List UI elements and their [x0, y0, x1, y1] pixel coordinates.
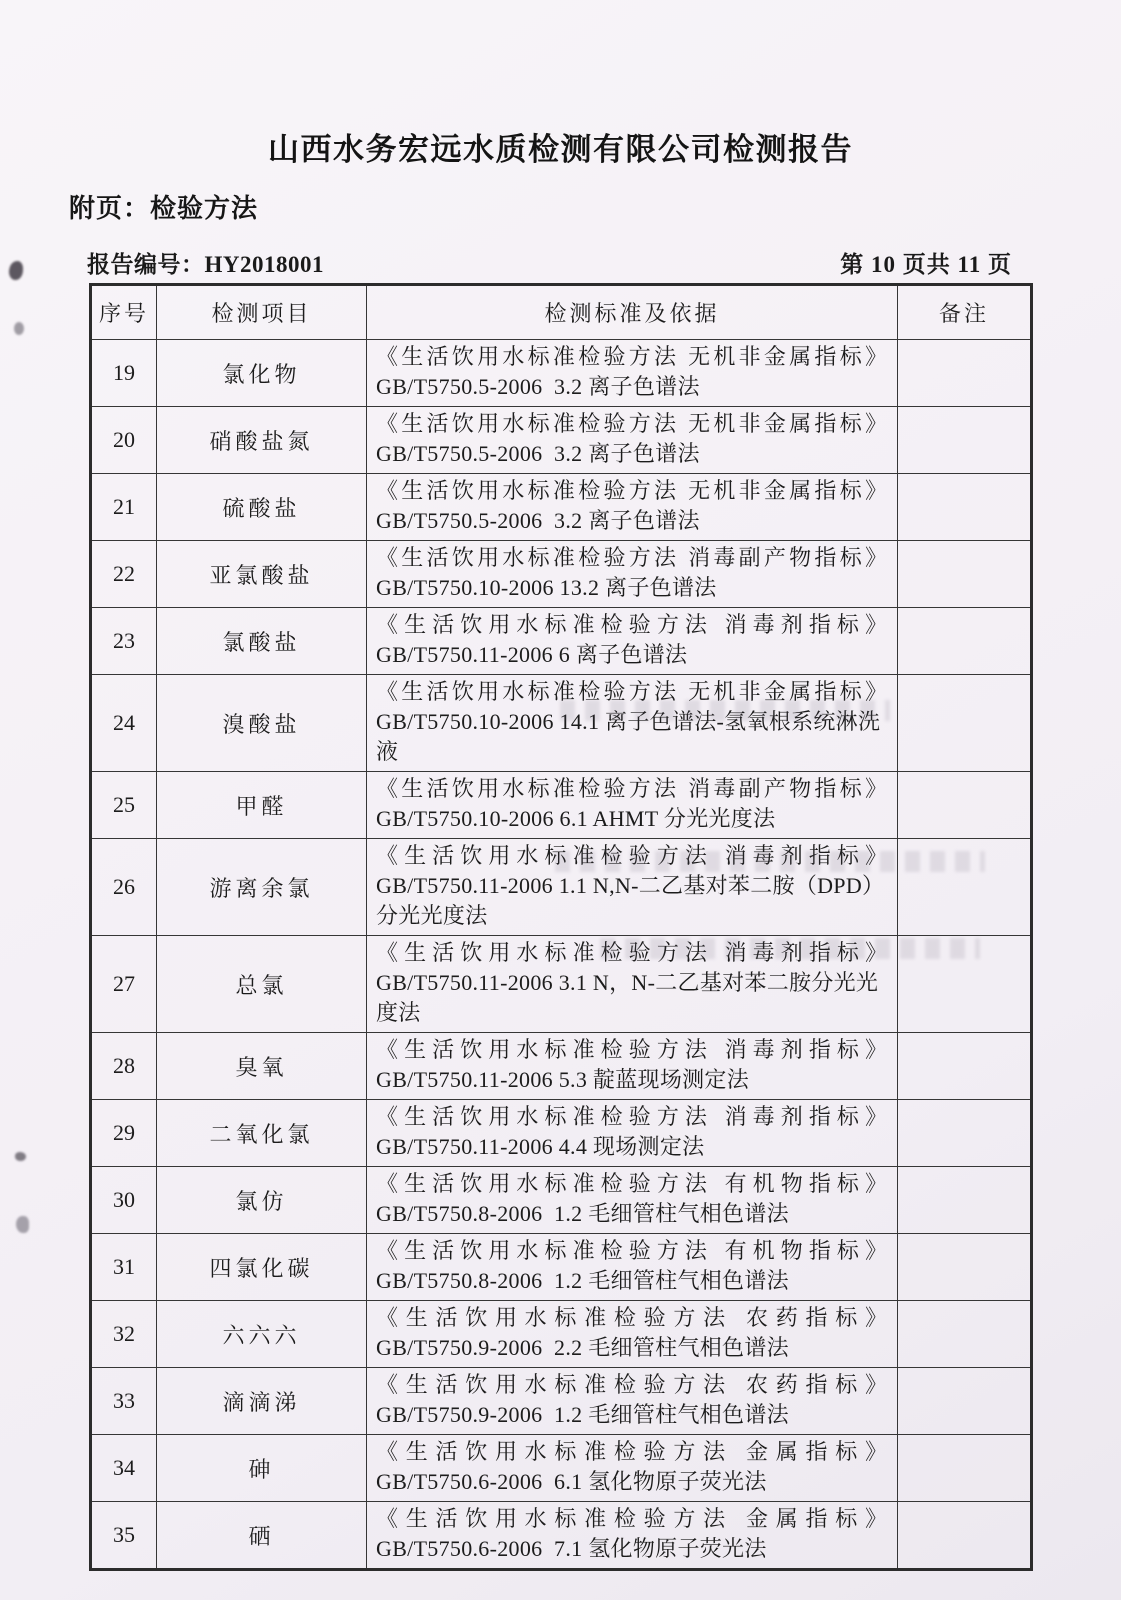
test-item-cell: 总氯	[157, 936, 367, 1033]
scan-speck-artifact	[16, 1216, 29, 1233]
standard-title-text: 《生活饮用水标准检验方法 金属指标》	[376, 1506, 888, 1531]
scan-speck-artifact	[9, 261, 23, 280]
standard-method-text: GB/T5750.11-2006 3.1 N，N-二乙基对苯二胺分光光度法	[376, 970, 879, 1025]
test-item-cell: 六六六	[157, 1301, 367, 1368]
standard-title-text: 《生活饮用水标准检验方法 消毒剂指标》	[376, 843, 888, 868]
standard-cell	[367, 1435, 898, 1502]
test-item-cell: 硫酸盐	[157, 474, 367, 541]
table-row	[91, 340, 1032, 407]
remark-cell	[898, 772, 1032, 839]
standard-cell	[367, 1167, 898, 1234]
table-row	[91, 1435, 1032, 1502]
row-number-cell: 33	[91, 1368, 157, 1435]
row-number-cell: 34	[91, 1435, 157, 1502]
standard-method-text: GB/T5750.10-2006 13.2 离子色谱法	[376, 575, 717, 600]
table-row	[91, 1301, 1032, 1368]
standard-method-text: GB/T5750.11-2006 5.3 靛蓝现场测定法	[376, 1067, 750, 1092]
table-row	[91, 1167, 1032, 1234]
scan-speck-artifact	[15, 1152, 26, 1161]
remark-cell	[898, 1301, 1032, 1368]
test-item-cell: 游离余氯	[157, 839, 367, 936]
standard-cell	[367, 407, 898, 474]
test-item-cell: 硝酸盐氮	[157, 407, 367, 474]
column-header-standard: 检测标准及依据	[367, 285, 898, 340]
appendix-title: 附页：检验方法	[69, 193, 259, 223]
report-number-label: 报告编号：	[87, 252, 205, 277]
row-number-cell: 20	[91, 407, 157, 474]
test-item-cell: 臭氧	[157, 1033, 367, 1100]
standard-cell	[367, 1100, 898, 1167]
document-title: 山西水务宏远水质检测有限公司检测报告	[268, 132, 853, 167]
table-row	[91, 474, 1032, 541]
row-number-cell: 35	[91, 1502, 157, 1570]
remark-cell	[898, 1502, 1032, 1570]
standard-title-text: 《生活饮用水标准检验方法 消毒剂指标》	[376, 1104, 888, 1129]
remark-cell	[898, 1100, 1032, 1167]
remark-cell	[898, 541, 1032, 608]
standard-method-text: GB/T5750.5-2006 3.2 离子色谱法	[376, 374, 700, 399]
standard-cell	[367, 608, 898, 675]
test-item-cell: 亚氯酸盐	[157, 541, 367, 608]
meta-row	[87, 246, 1012, 279]
standard-method-text: GB/T5750.6-2006 6.1 氢化物原子荧光法	[376, 1469, 767, 1494]
standard-title-text: 《生活饮用水标准检验方法 农药指标》	[376, 1372, 888, 1397]
standard-method-text: GB/T5750.5-2006 3.2 离子色谱法	[376, 508, 700, 533]
remark-cell	[898, 1368, 1032, 1435]
row-number-cell: 31	[91, 1234, 157, 1301]
standard-cell	[367, 1301, 898, 1368]
standard-title-text: 《生活饮用水标准检验方法 消毒副产物指标》	[376, 545, 888, 570]
bleedthrough-artifact	[560, 700, 890, 721]
test-item-cell: 滴滴涕	[157, 1368, 367, 1435]
remark-cell	[898, 340, 1032, 407]
table-header-row	[91, 285, 1032, 340]
standard-title-text: 《生活饮用水标准检验方法 消毒剂指标》	[376, 612, 888, 637]
table-row	[91, 1100, 1032, 1167]
column-header-item: 检测项目	[157, 285, 367, 340]
row-number-cell: 26	[91, 839, 157, 936]
test-methods-table	[89, 283, 1033, 1571]
table-row	[91, 1368, 1032, 1435]
page-indicator: 第 10 页共 11 页	[840, 252, 1012, 277]
table-row	[91, 1502, 1032, 1570]
table-row	[91, 675, 1032, 772]
standard-title-text: 《生活饮用水标准检验方法 无机非金属指标》	[376, 411, 888, 436]
standard-method-text: GB/T5750.11-2006 4.4 现场测定法	[376, 1134, 705, 1159]
standard-method-text: GB/T5750.8-2006 1.2 毛细管柱气相色谱法	[376, 1201, 789, 1226]
bleedthrough-artifact	[555, 851, 985, 872]
table-row	[91, 608, 1032, 675]
test-item-cell: 氯酸盐	[157, 608, 367, 675]
standard-title-text: 《生活饮用水标准检验方法 消毒副产物指标》	[376, 776, 888, 801]
standard-title-text: 《生活饮用水标准检验方法 无机非金属指标》	[376, 344, 888, 369]
standard-title-text: 《生活饮用水标准检验方法 有机物指标》	[376, 1238, 888, 1263]
row-number-cell: 25	[91, 772, 157, 839]
remark-cell	[898, 675, 1032, 772]
test-item-cell: 溴酸盐	[157, 675, 367, 772]
standard-cell	[367, 1502, 898, 1570]
standard-cell	[367, 1234, 898, 1301]
row-number-cell: 27	[91, 936, 157, 1033]
remark-cell	[898, 407, 1032, 474]
standard-method-text: GB/T5750.6-2006 7.1 氢化物原子荧光法	[376, 1536, 767, 1561]
test-item-cell: 氯化物	[157, 340, 367, 407]
test-item-cell: 氯仿	[157, 1167, 367, 1234]
standard-method-text: GB/T5750.10-2006 6.1 AHMT 分光光度法	[376, 806, 776, 831]
test-item-cell: 二氧化氯	[157, 1100, 367, 1167]
standard-method-text: GB/T5750.11-2006 1.1 N,N-二乙基对苯二胺（DPD）分光光度法	[376, 873, 885, 928]
standard-title-text: 《生活饮用水标准检验方法 农药指标》	[376, 1305, 888, 1330]
column-header-index: 序号	[91, 285, 157, 340]
report-number	[87, 246, 324, 279]
standard-title-text: 《生活饮用水标准检验方法 无机非金属指标》	[376, 478, 888, 503]
table-row	[91, 1033, 1032, 1100]
row-number-cell: 22	[91, 541, 157, 608]
standard-title-text: 《生活饮用水标准检验方法 无机非金属指标》	[376, 679, 888, 704]
standard-cell	[367, 474, 898, 541]
scan-speck-artifact	[14, 322, 24, 335]
row-number-cell: 29	[91, 1100, 157, 1167]
table-row	[91, 772, 1032, 839]
row-number-cell: 23	[91, 608, 157, 675]
standard-method-text: GB/T5750.9-2006 1.2 毛细管柱气相色谱法	[376, 1402, 789, 1427]
standard-method-text: GB/T5750.9-2006 2.2 毛细管柱气相色谱法	[376, 1335, 789, 1360]
report-number-value: HY2018001	[204, 252, 324, 277]
remark-cell	[898, 1033, 1032, 1100]
standard-cell	[367, 340, 898, 407]
table-row	[91, 1234, 1032, 1301]
test-item-cell: 硒	[157, 1502, 367, 1570]
standard-method-text: GB/T5750.8-2006 1.2 毛细管柱气相色谱法	[376, 1268, 789, 1293]
standard-cell	[367, 1033, 898, 1100]
remark-cell	[898, 1234, 1032, 1301]
table-row	[91, 541, 1032, 608]
table-row	[91, 407, 1032, 474]
row-number-cell: 24	[91, 675, 157, 772]
row-number-cell: 19	[91, 340, 157, 407]
row-number-cell: 21	[91, 474, 157, 541]
row-number-cell: 32	[91, 1301, 157, 1368]
remark-cell	[898, 1167, 1032, 1234]
row-number-cell: 30	[91, 1167, 157, 1234]
bleedthrough-artifact	[600, 938, 980, 959]
standard-cell	[367, 1368, 898, 1435]
test-item-cell: 砷	[157, 1435, 367, 1502]
standard-cell	[367, 772, 898, 839]
standard-title-text: 《生活饮用水标准检验方法 消毒剂指标》	[376, 1037, 888, 1062]
column-header-remark: 备注	[898, 285, 1032, 340]
standard-method-text: GB/T5750.5-2006 3.2 离子色谱法	[376, 441, 700, 466]
standard-title-text: 《生活饮用水标准检验方法 有机物指标》	[376, 1171, 888, 1196]
standard-cell	[367, 541, 898, 608]
remark-cell	[898, 1435, 1032, 1502]
test-item-cell: 四氯化碳	[157, 1234, 367, 1301]
standard-title-text: 《生活饮用水标准检验方法 金属指标》	[376, 1439, 888, 1464]
remark-cell	[898, 474, 1032, 541]
row-number-cell: 28	[91, 1033, 157, 1100]
standard-title-text: 《生活饮用水标准检验方法 消毒剂指标》	[376, 940, 888, 965]
remark-cell	[898, 608, 1032, 675]
standard-cell	[367, 675, 898, 772]
standard-method-text: GB/T5750.10-2006 14.1 离子色谱法-氢氧根系统淋洗液	[376, 709, 881, 764]
test-item-cell: 甲醛	[157, 772, 367, 839]
standard-method-text: GB/T5750.11-2006 6 离子色谱法	[376, 642, 688, 667]
